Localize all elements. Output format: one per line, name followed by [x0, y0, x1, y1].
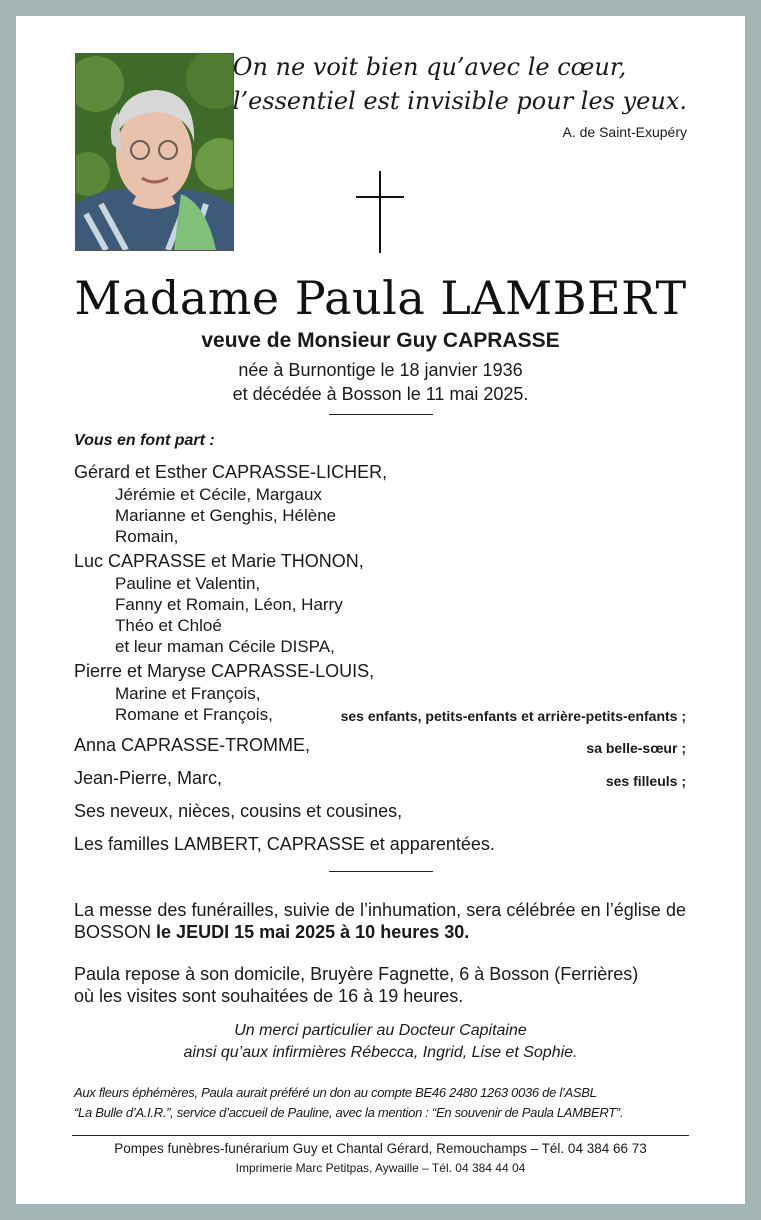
quote-author: A. de Saint-Exupéry [562, 124, 687, 140]
death-notice-card [16, 16, 745, 1204]
flowers-note [74, 1083, 686, 1123]
family-member: Théo et Chloé [115, 616, 222, 635]
quote [233, 50, 687, 118]
ceremony-text: La messe des funérailles, suivie de l’inhumation, sera célébrée en l’église de BOSSON [74, 900, 686, 942]
family-head: Luc CAPRASSE et Marie THONON, [74, 551, 364, 571]
family-member: Marianne et Genghis, Hélène [115, 506, 337, 525]
visitation-line-2: où les visites sont souhaitées de 16 à 19 heures. [74, 986, 464, 1006]
cross-icon [356, 171, 404, 253]
family-member: Jérémie et Cécile, Margaux [115, 485, 322, 504]
family-head: Pierre et Maryse CAPRASSE-LOUIS, [74, 661, 375, 681]
quote-line-1: On ne voit bien qu’avec le cœur, [232, 53, 627, 81]
thanks-line-1: Un merci particulier au Docteur Capitaine [234, 1022, 527, 1039]
visitation-info [74, 963, 686, 1007]
relative-relation: sa belle-sœur ; [586, 740, 686, 756]
footer-divider [72, 1135, 689, 1136]
thanks-line-2: ainsi qu’aux infirmières Rébecca, Ingrid, Lise et Sophie. [183, 1044, 578, 1061]
family-member: Pauline et Valentin, [115, 574, 261, 593]
birth-line: née à Burnontige le 18 janvier 1936 [238, 360, 523, 380]
flowers-note-line-1: Aux fleurs éphémères, Paula aurait préféré un don au compte BE46 2480 1263 0036 de l’ASBL [74, 1085, 597, 1100]
relative-name: Anna CAPRASSE-TROMME, [74, 735, 311, 755]
relative-name: Jean-Pierre, Marc, [74, 768, 223, 788]
death-line: et décédée à Bosson le 11 mai 2025. [232, 384, 529, 404]
visitation-line-1: Paula repose à son domicile, Bruyère Fagnette, 6 à Bosson (Ferrières) [74, 964, 639, 984]
divider [329, 414, 433, 415]
family-member: Romain, [115, 527, 179, 546]
family-member: Romane et François, [115, 705, 273, 724]
ceremony-date: le JEUDI 15 mai 2025 à 10 heures 30. [156, 922, 470, 942]
divider [329, 871, 433, 872]
family-member: Marine et François, [115, 684, 261, 703]
children-relation: ses enfants, petits-enfants et arrière-petits-enfants ; [340, 708, 686, 724]
relative-relation: ses filleuls ; [605, 773, 686, 789]
announcement-title: Vous en font part : [74, 432, 215, 449]
family-head: Gérard et Esther CAPRASSE-LICHER, [74, 462, 388, 482]
thanks-note [16, 1020, 745, 1064]
flowers-note-line-2: “La Bulle d’A.I.R.”, service d’accueil de Pauline, avec la mention : “En souvenir de Paula LAMBERT”. [74, 1105, 624, 1120]
quote-line-2: l’essentiel est invisible pour les yeux. [232, 87, 687, 115]
deceased-name: Madame Paula LAMBERT [74, 271, 687, 325]
birth-death-dates [16, 358, 745, 406]
widow-of: veuve de Monsieur Guy CAPRASSE [201, 329, 560, 352]
ceremony-info [74, 899, 686, 943]
family-member: Fanny et Romain, Léon, Harry [115, 595, 343, 614]
printer: Imprimerie Marc Petitpas, Aywaille – Tél. 04 384 44 04 [235, 1161, 526, 1175]
portrait-photo [75, 53, 234, 251]
relative-name: Les familles LAMBERT, CAPRASSE et apparentées. [74, 834, 495, 854]
family-member: et leur maman Cécile DISPA, [115, 637, 335, 656]
relative-name: Ses neveux, nièces, cousins et cousines, [74, 801, 403, 821]
funeral-home: Pompes funèbres-funérarium Guy et Chantal Gérard, Remouchamps – Tél. 04 384 66 73 [114, 1141, 647, 1156]
